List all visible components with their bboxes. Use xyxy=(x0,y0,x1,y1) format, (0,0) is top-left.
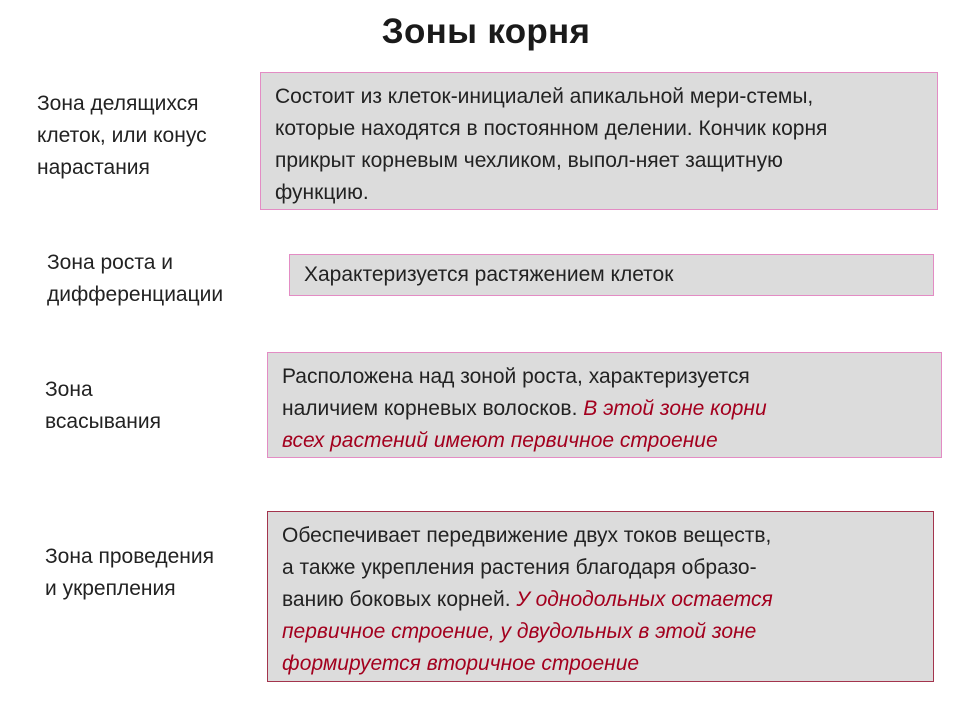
slide-title: Зоны корня xyxy=(381,12,591,51)
description-line: Обеспечивает передвижение двух токов веществ, xyxy=(282,524,772,547)
zone-label-line: Зона xyxy=(45,378,93,401)
description-line xyxy=(282,584,921,616)
description-line: Характеризуется растяжением клеток xyxy=(304,263,674,286)
zone-label-line: Зона делящихся xyxy=(37,92,199,115)
zone-label-line: Зона роста и xyxy=(47,251,173,274)
description-line: которые находятся в постоянном делении. Кончик корня xyxy=(275,117,828,140)
description-line xyxy=(282,393,929,425)
description-line: функцию. xyxy=(275,181,369,204)
description-line: Расположена над зоной роста, характеризуется xyxy=(282,365,750,388)
zone-label-line: нарастания xyxy=(37,156,150,179)
zone-label-line: и укрепления xyxy=(45,577,176,600)
description-line: Состоит из клеток-инициалей апикальной мери-стемы, xyxy=(275,85,814,108)
description-emphasis: У однодольных остается xyxy=(516,588,773,611)
description-emphasis: всех растений имеют первичное строение xyxy=(282,429,718,452)
description-text: ванию боковых корней. xyxy=(282,588,517,611)
description-line: прикрыт корневым чехликом, выпол-няет защитную xyxy=(275,149,783,172)
zone-label-absorption xyxy=(45,374,161,438)
description-emphasis: формируется вторичное строение xyxy=(282,652,640,675)
zone-description-conduction xyxy=(267,511,934,682)
zone-label-line: клеток, или конус xyxy=(37,124,207,147)
description-text: наличием корневых волосков. xyxy=(282,397,584,420)
description-line: а также укрепления растения благодаря образо- xyxy=(282,556,757,579)
zone-description-absorption xyxy=(267,352,942,458)
zone-description-growth xyxy=(289,254,934,296)
zone-label-line: всасывания xyxy=(45,410,161,433)
zone-label-dividing xyxy=(37,88,207,184)
description-emphasis: первичное строение, у двудольных в этой зоне xyxy=(282,620,757,643)
zone-label-conduction xyxy=(45,541,214,605)
zone-label-line: дифференциации xyxy=(47,283,224,306)
zone-label-line: Зона проведения xyxy=(45,545,214,568)
description-emphasis: В этой зоне корни xyxy=(583,397,767,420)
zone-description-dividing xyxy=(260,72,938,210)
zone-label-growth xyxy=(47,247,223,311)
